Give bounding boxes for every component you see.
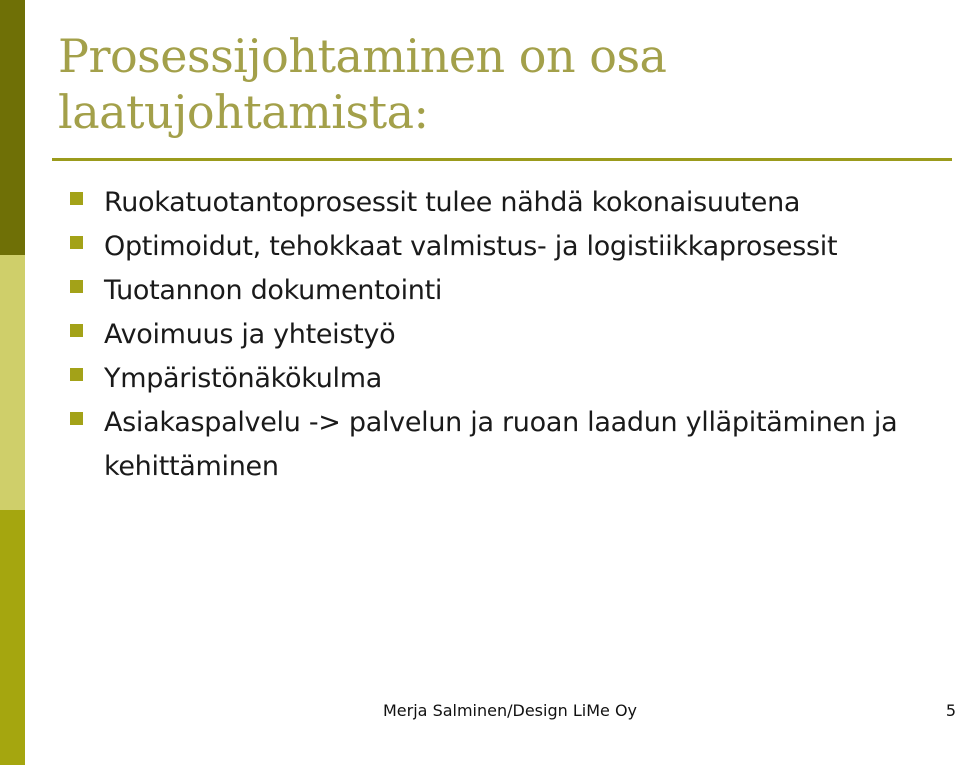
bullet-text: Asiakaspalvelu -> palvelun ja ruoan laadun ylläpitäminen ja kehittäminen (104, 407, 898, 482)
square-bullet-icon (70, 192, 83, 205)
slide-footer: Merja Salminen/Design LiMe Oy (383, 701, 637, 720)
bullet-text: Avoimuus ja yhteistyö (104, 319, 396, 350)
bullet-item (70, 313, 940, 357)
bullet-text: Ruokatuotantoprosessit tulee nähdä kokonaisuutena (104, 187, 801, 218)
square-bullet-icon (70, 324, 83, 337)
bullet-text: Optimoidut, tehokkaat valmistus- ja logistiikkaprosessit (104, 231, 838, 262)
title-underline (52, 158, 952, 161)
bullet-item (70, 357, 940, 401)
bullet-text: Tuotannon dokumentointi (104, 275, 443, 306)
slide-title: Prosessijohtaminen on osa laatujohtamista: (58, 29, 667, 139)
square-bullet-icon (70, 280, 83, 293)
bullet-text: Ympäristönäkökulma (104, 363, 382, 394)
bullet-list (70, 181, 940, 489)
page-number: 5 (945, 701, 956, 720)
bullet-item (70, 401, 940, 489)
sidebar-segment-top (0, 0, 25, 255)
sidebar-accent (0, 0, 25, 765)
square-bullet-icon (70, 412, 83, 425)
sidebar-segment-middle (0, 255, 25, 510)
square-bullet-icon (70, 236, 83, 249)
square-bullet-icon (70, 368, 83, 381)
bullet-item (70, 225, 940, 269)
bullet-item (70, 181, 940, 225)
bullet-item (70, 269, 940, 313)
sidebar-segment-bottom (0, 510, 25, 765)
